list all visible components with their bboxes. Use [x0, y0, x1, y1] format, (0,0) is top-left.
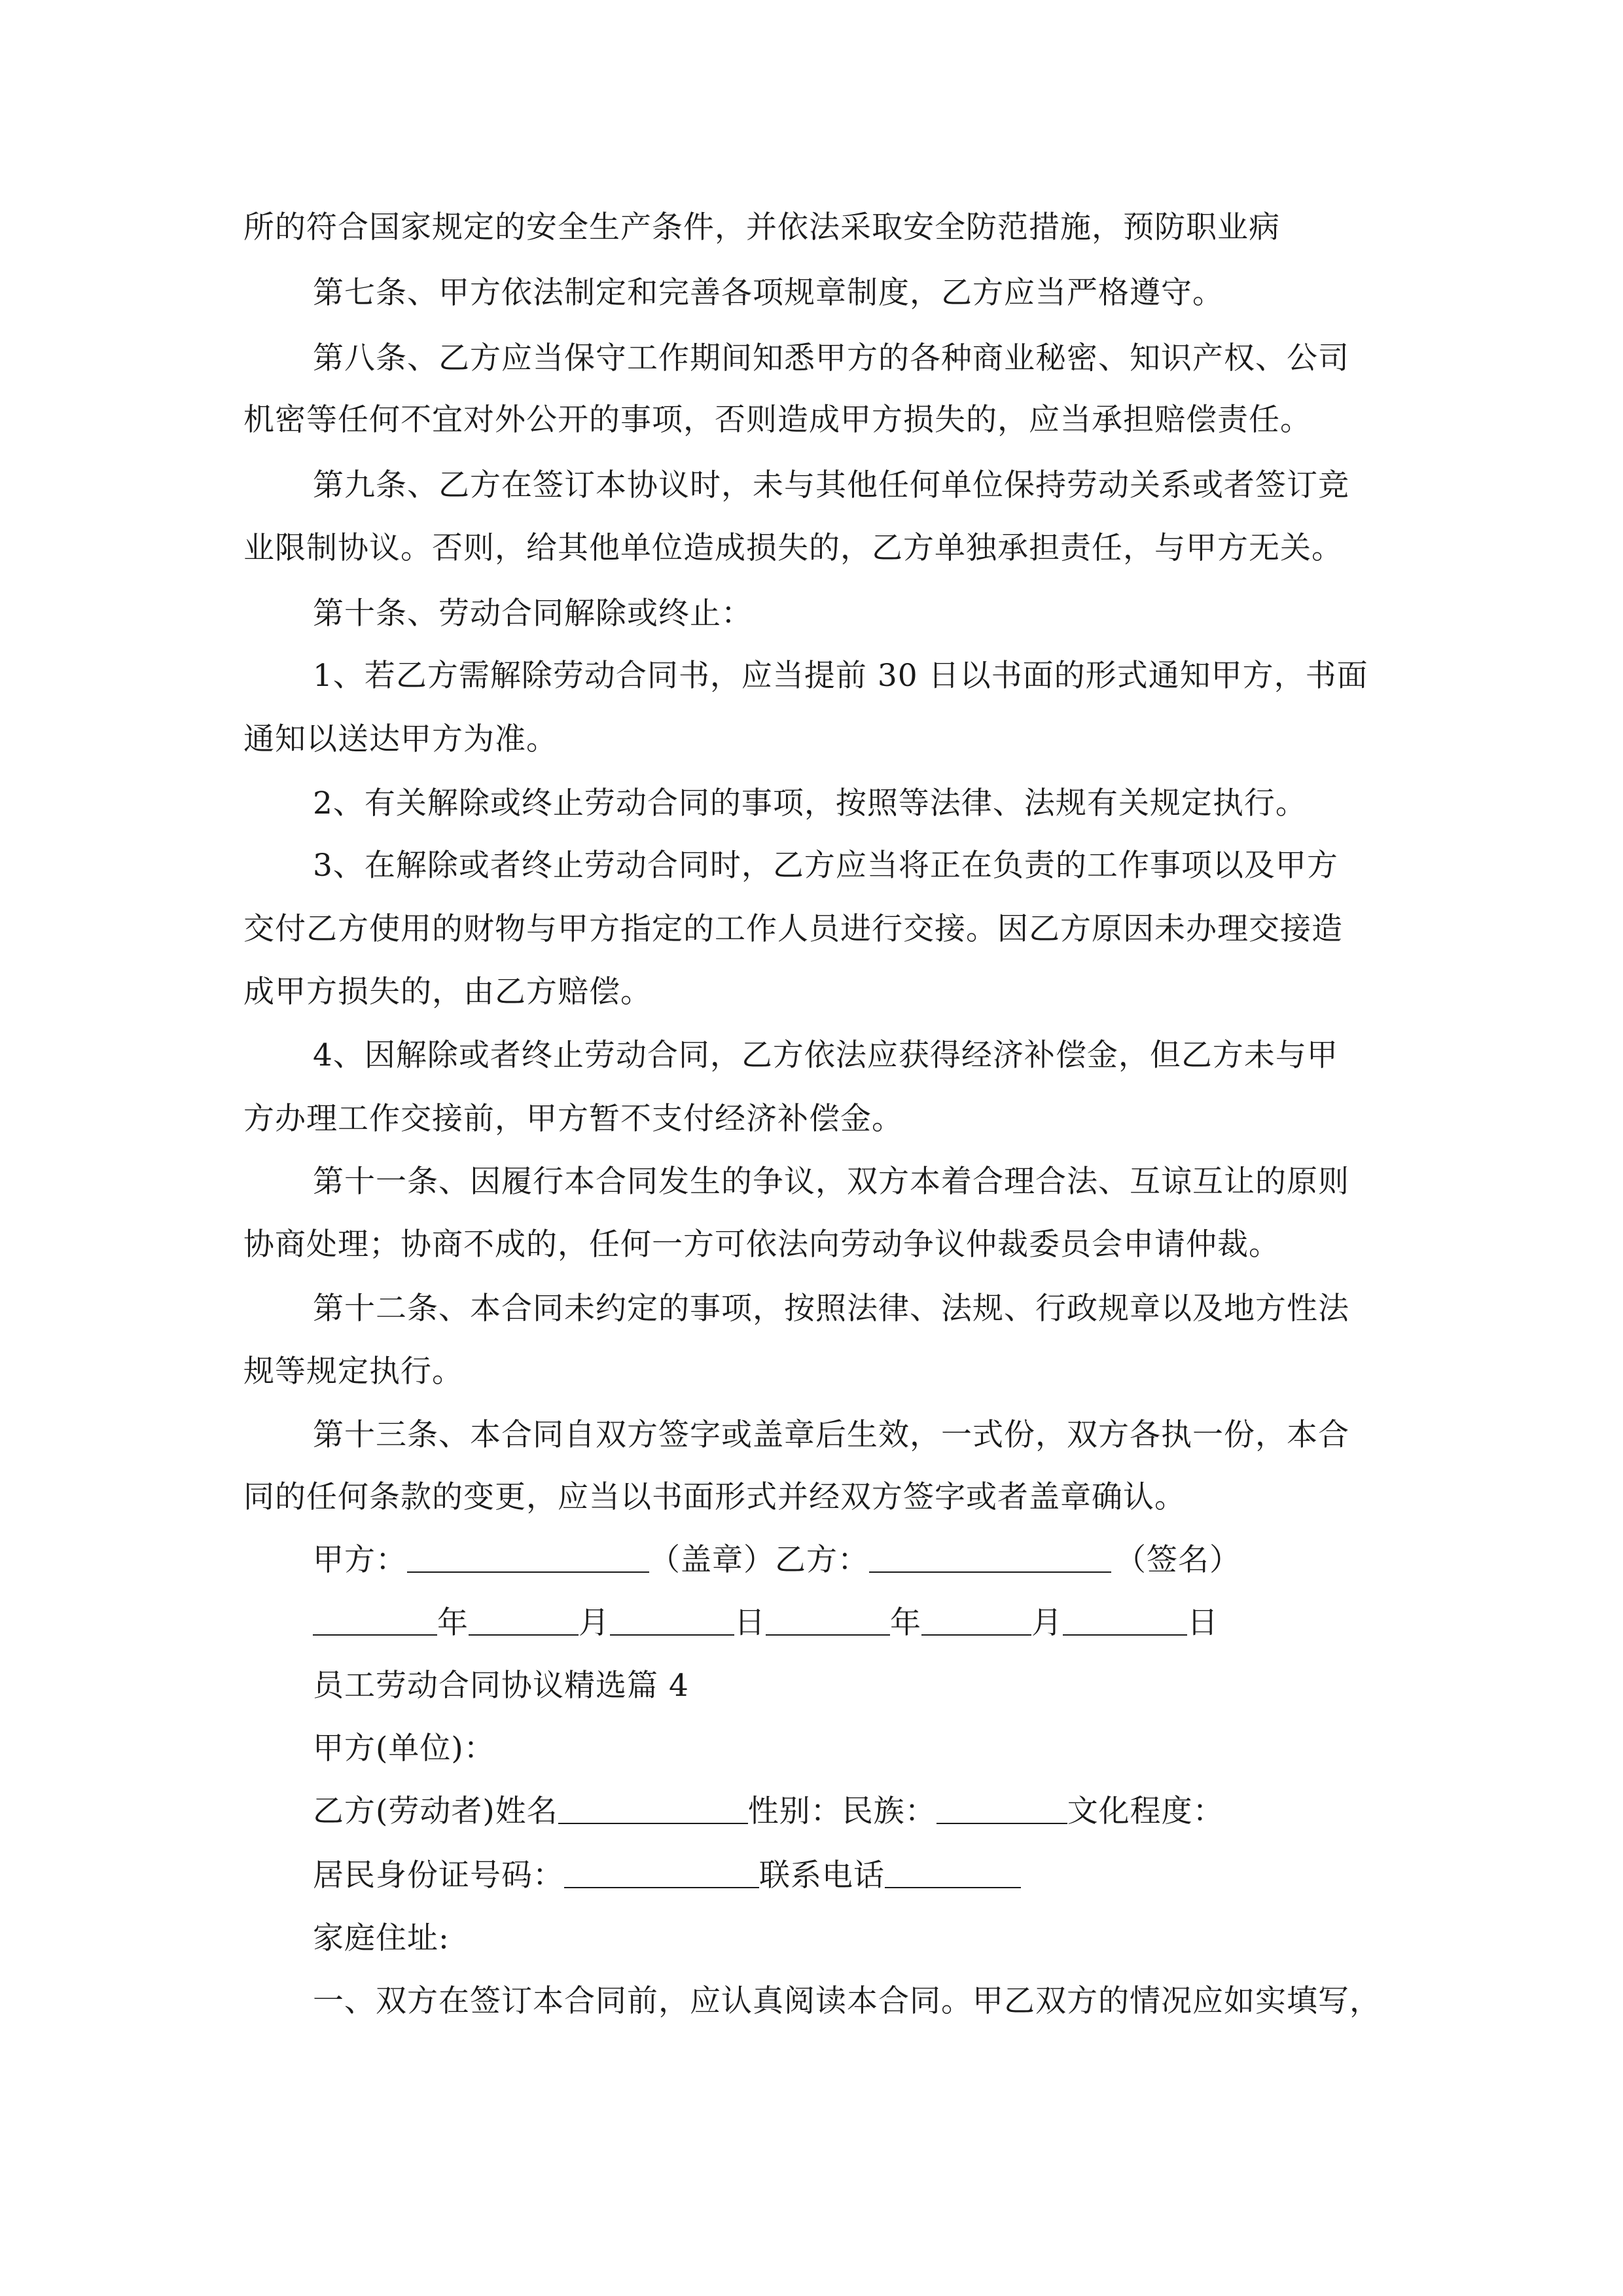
paragraph-line: 第七条、甲方依法制定和完善各项规章制度，乙方应当严格遵守。: [313, 275, 1224, 311]
gender-label: 性别：: [747, 1793, 842, 1829]
paragraph-line: 3、在解除或者终止劳动合同时，乙方应当将正在负责的工作事项以及甲方: [313, 848, 1338, 884]
employer-field: [0, 1717, 1623, 1780]
employee-name-label: 乙方(劳动者)姓名: [313, 1793, 558, 1829]
party-b-month-blank: [921, 1596, 1031, 1636]
year-label: 年: [890, 1605, 921, 1641]
day-label: 日: [1187, 1605, 1219, 1641]
address-field: [0, 1907, 1623, 1970]
paragraph-line: 协商处理；协商不成的，任何一方可依法向劳动争议仲裁委员会申请仲裁。: [243, 1227, 1280, 1263]
party-b-signature-blank: [869, 1534, 1111, 1573]
paragraph-line: 第九条、乙方在签订本协议时，未与其他任何单位保持劳动关系或者签订竞: [313, 467, 1349, 503]
paragraph-line: 2、有关解除或终止劳动合同的事项，按照等法律、法规有关规定执行。: [313, 785, 1307, 821]
phone-blank: [885, 1849, 1021, 1888]
employee-name-blank: [558, 1785, 748, 1824]
signature-line: [0, 1529, 1623, 1592]
paragraph-line: 通知以送达甲方为准。: [243, 721, 558, 757]
id-number-blank: [564, 1849, 759, 1888]
year-label: 年: [437, 1605, 469, 1641]
party-b-day-blank: [1063, 1596, 1187, 1636]
paragraph-line: 第十条、劳动合同解除或终止：: [313, 596, 753, 632]
paragraph-line: 业限制协议。否则，给其他单位造成损失的，乙方单独承担责任，与甲方无关。: [243, 530, 1343, 566]
paragraph-line: 第十二条、本合同未约定的事项，按照法律、法规、行政规章以及地方性法: [313, 1291, 1349, 1327]
party-a-signature-blank: [407, 1534, 649, 1573]
paragraph-line: 一、双方在签订本合同前，应认真阅读本合同。甲乙双方的情况应如实填写，: [313, 1983, 1381, 2019]
paragraph-line: 同的任何条款的变更，应当以书面形式并经双方签字或者盖章确认。: [243, 1479, 1186, 1515]
paragraph-line: 第十三条、本合同自双方签字或盖章后生效，一式份，双方各执一份，本合: [313, 1417, 1349, 1453]
party-a-year-blank: [313, 1596, 437, 1636]
party-a-label: 甲方：: [313, 1542, 407, 1578]
id-phone-line: [0, 1844, 1623, 1907]
paragraph-line: 所的符合国家规定的安全生产条件，并依法采取安全防范措施，预防职业病: [243, 209, 1280, 245]
paragraph-line: 4、因解除或者终止劳动合同，乙方依法应获得经济补偿金，但乙方未与甲: [313, 1037, 1338, 1073]
party-b-year-blank: [766, 1596, 890, 1636]
paragraph-line: 第十一条、因履行本合同发生的争议，双方本着合理合法、互谅互让的原则: [313, 1164, 1349, 1200]
section-title: 员工劳动合同协议精选篇 4: [313, 1668, 689, 1704]
employee-info-line: [0, 1780, 1623, 1843]
education-label: 文化程度：: [1067, 1793, 1224, 1829]
ethnicity-blank: [936, 1785, 1067, 1824]
day-label: 日: [734, 1605, 766, 1641]
paragraph-line: 方办理工作交接前，甲方暂不支付经济补偿金。: [243, 1101, 903, 1137]
ethnicity-label: 民族：: [842, 1793, 936, 1829]
paragraph-line: 成甲方损失的，由乙方赔偿。: [243, 974, 652, 1010]
party-b-label: 乙方：: [775, 1542, 869, 1578]
sign-label: （签名）: [1115, 1542, 1241, 1578]
phone-label: 联系电话: [759, 1857, 885, 1893]
address-label: 家庭住址:: [313, 1920, 450, 1956]
paragraph-line: 1、若乙方需解除劳动合同书，应当提前 30 日以书面的形式通知甲方，书面: [313, 658, 1368, 694]
employer-label: 甲方(单位)：: [313, 1731, 495, 1767]
paragraph-line: 交付乙方使用的财物与甲方指定的工作人员进行交接。因乙方原因未办理交接造: [243, 911, 1343, 947]
paragraph-line: 第八条、乙方应当保守工作期间知悉甲方的各种商业秘密、知识产权、公司: [313, 340, 1349, 376]
paragraph-line: 机密等任何不宜对外公开的事项，否则造成甲方损失的，应当承担赔偿责任。: [243, 402, 1311, 438]
party-a-month-blank: [469, 1596, 579, 1636]
month-label: 月: [1031, 1605, 1063, 1641]
party-a-day-blank: [610, 1596, 734, 1636]
month-label: 月: [579, 1605, 610, 1641]
paragraph-line: 规等规定执行。: [243, 1354, 463, 1390]
seal-label: （盖章）: [649, 1542, 775, 1578]
id-label: 居民身份证号码：: [313, 1857, 564, 1893]
date-line: [0, 1592, 1623, 1655]
